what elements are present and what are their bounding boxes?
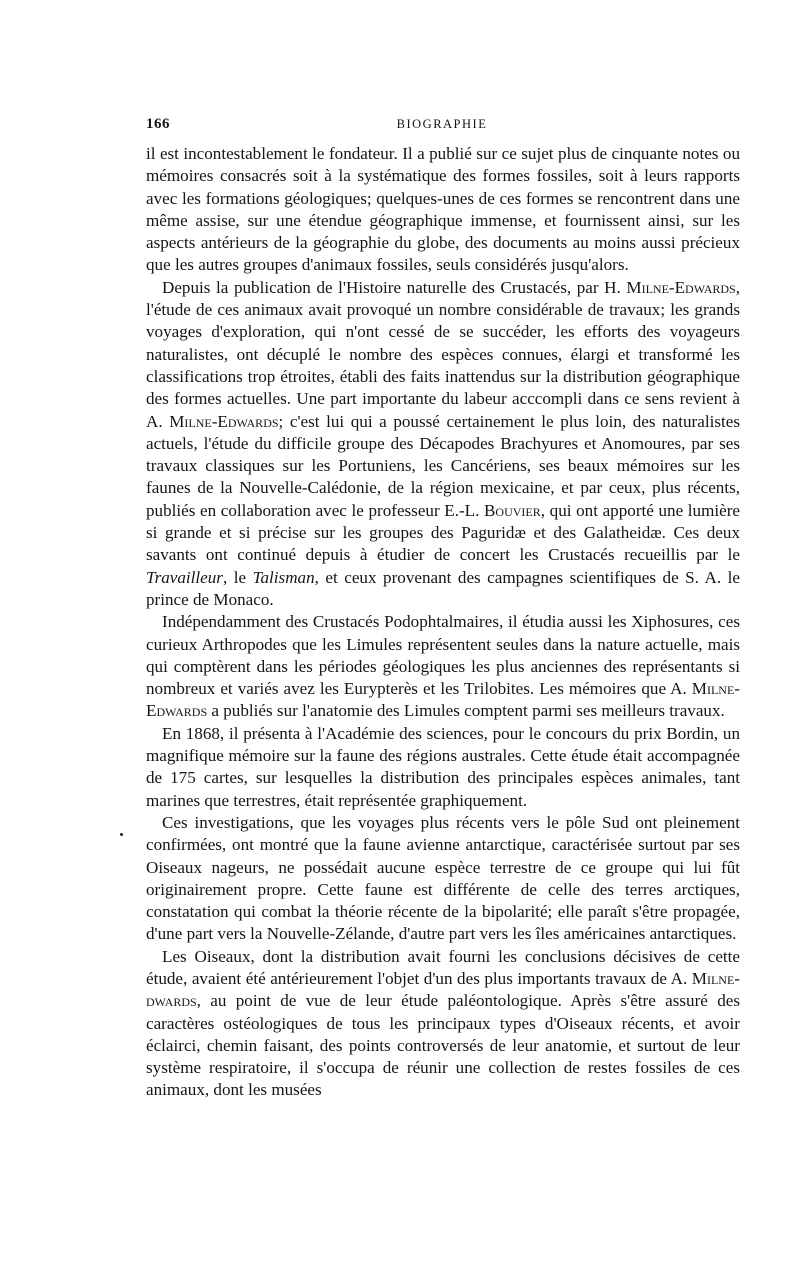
page-number: 166 [146, 116, 170, 132]
paragraph [146, 723, 740, 812]
ship-name: Travailleur [146, 567, 223, 587]
text-run: ; c'est lui qui a poussé certainement le plus loin, des naturalistes actuels, l'étude du difficile groupe des Décapodes Brachyures et Anomoures, par ses travaux classiques sur les Portuniens, les Cancériens, ses beaux mémoires sur les faunes de la Nouvelle-Calédonie, de la région mexicaine, et par ceux, plus récents, publiés en collaboration avec le professeur E.-L. [146, 411, 740, 520]
text-run: , l'étude de ces animaux avait provoqué un nombre considérable de travaux; les grands voyages d'exploration, qui n'ont cessé de se succéder, les efforts des voyageurs naturalistes, ont décuplé le nombre des espèces connues, élargi et transformé les classifications trop étroites, établi des faits inattendus sur la distribution géographique des formes actuelles. Une part importante du labeur acccompli dans ce sens revient à A. [146, 277, 740, 431]
text-run: a publiés sur l'anatomie des Limules comptent parmi ses meilleurs travaux. [207, 701, 725, 721]
running-head: BIOGRAPHIE [396, 117, 488, 131]
paragraph [146, 946, 740, 1102]
page-header [146, 116, 738, 138]
text-run: Ces investigations, que les voyages plus récents vers le pôle Sud ont pleinement confirmées, ont montré que la faune avienne antarctique, caractérisée surtout par ses Oiseaux nageurs, ne possédait aucune espèce terrestre de ce groupe qui lui fût originairement propre. Cette faune est différente de celle des terres arctiques, constatation qui combat la théorie récente de la bipolarité; elle paraît s'être propagée, d'une part vers la Nouvelle-Zélande, d'autre part vers les îles américaines antarctiques. [146, 812, 740, 944]
margin-mark [120, 833, 123, 836]
text-run: En 1868, il présenta à l'Académie des sciences, pour le concours du prix Bordin, un magnifique mémoire sur la faune des régions australes. Cette étude était accompagnée de 175 cartes, sur lesquelles la distribution des principales espèces animales, tant marines que terrestres, était représentée graphiquement. [146, 723, 740, 810]
author-name: Milne-dwards [146, 968, 740, 1011]
paragraph [146, 611, 740, 722]
text-run: Les Oiseaux, dont la distribution avait fourni les conclusions décisives de cette étude, avaient été antérieurement l'objet d'un des plus importants travaux de A. [146, 946, 740, 988]
author-name: Milne-Edwards [169, 411, 279, 431]
page-body [146, 143, 740, 1102]
author-name: Milne-Edwards [626, 277, 736, 297]
text-run: , le [222, 567, 253, 587]
paragraph [146, 277, 740, 611]
text-run: , qui ont apporté une lumière si grande et si précise sur les groupes des Paguridæ et des Galatheidæ. Ces deux savants ont continué depuis à étudier de concert les Crustacés recueillis par le [146, 500, 740, 565]
ship-name: Talisman [252, 567, 315, 587]
text-run: Depuis la publication de l'Histoire naturelle des Crustacés, par H. [162, 277, 627, 297]
text-run: , et ceux provenant des campagnes scientifiques de S. A. le prince de Monaco. [146, 567, 740, 609]
paragraph [146, 812, 740, 946]
text-run: il est incontestablement le fondateur. Il a publié sur ce sujet plus de cinquante notes ou mémoires consacrés soit à la systématique des formes fossiles, soit à leurs rapports avec les formations géologiques; quelques-unes de ces formes se rencontrent dans une même assise, sur une étendue géographique immense, et fournissent ainsi, sur les aspects antérieurs de la géographie du globe, des documents au moins aussi précieux que les autres groupes d'animaux fossiles, seuls considérés jusqu'alors. [146, 144, 740, 275]
author-name: Bouvier [484, 500, 541, 520]
text-run: Indépendamment des Crustacés Podophtalmaires, il étudia aussi les Xiphosures, ces curieux Arthropodes que les Limules représentent seules dans la nature actuelle, mais qui comptèrent dans les périodes géologiques les plus anciennes des représentants si nombreux et variés avez les Eurypterès et les Trilobites. Les mémoires que A. [146, 612, 740, 699]
text-run: , au point de vue de leur étude paléontologique. Après s'être assuré des caractères ostéologiques de tous les principaux types d'Oiseaux récents, et avoir éclairci, chemin faisant, des points controversés de leur anatomie, et surtout de leur système respiratoire, il s'occupa de réunir une collection de restes fossiles de ces animaux, dont les musées [146, 991, 740, 1100]
author-name: Milne-Edwards [146, 679, 740, 721]
paragraph [146, 143, 740, 277]
